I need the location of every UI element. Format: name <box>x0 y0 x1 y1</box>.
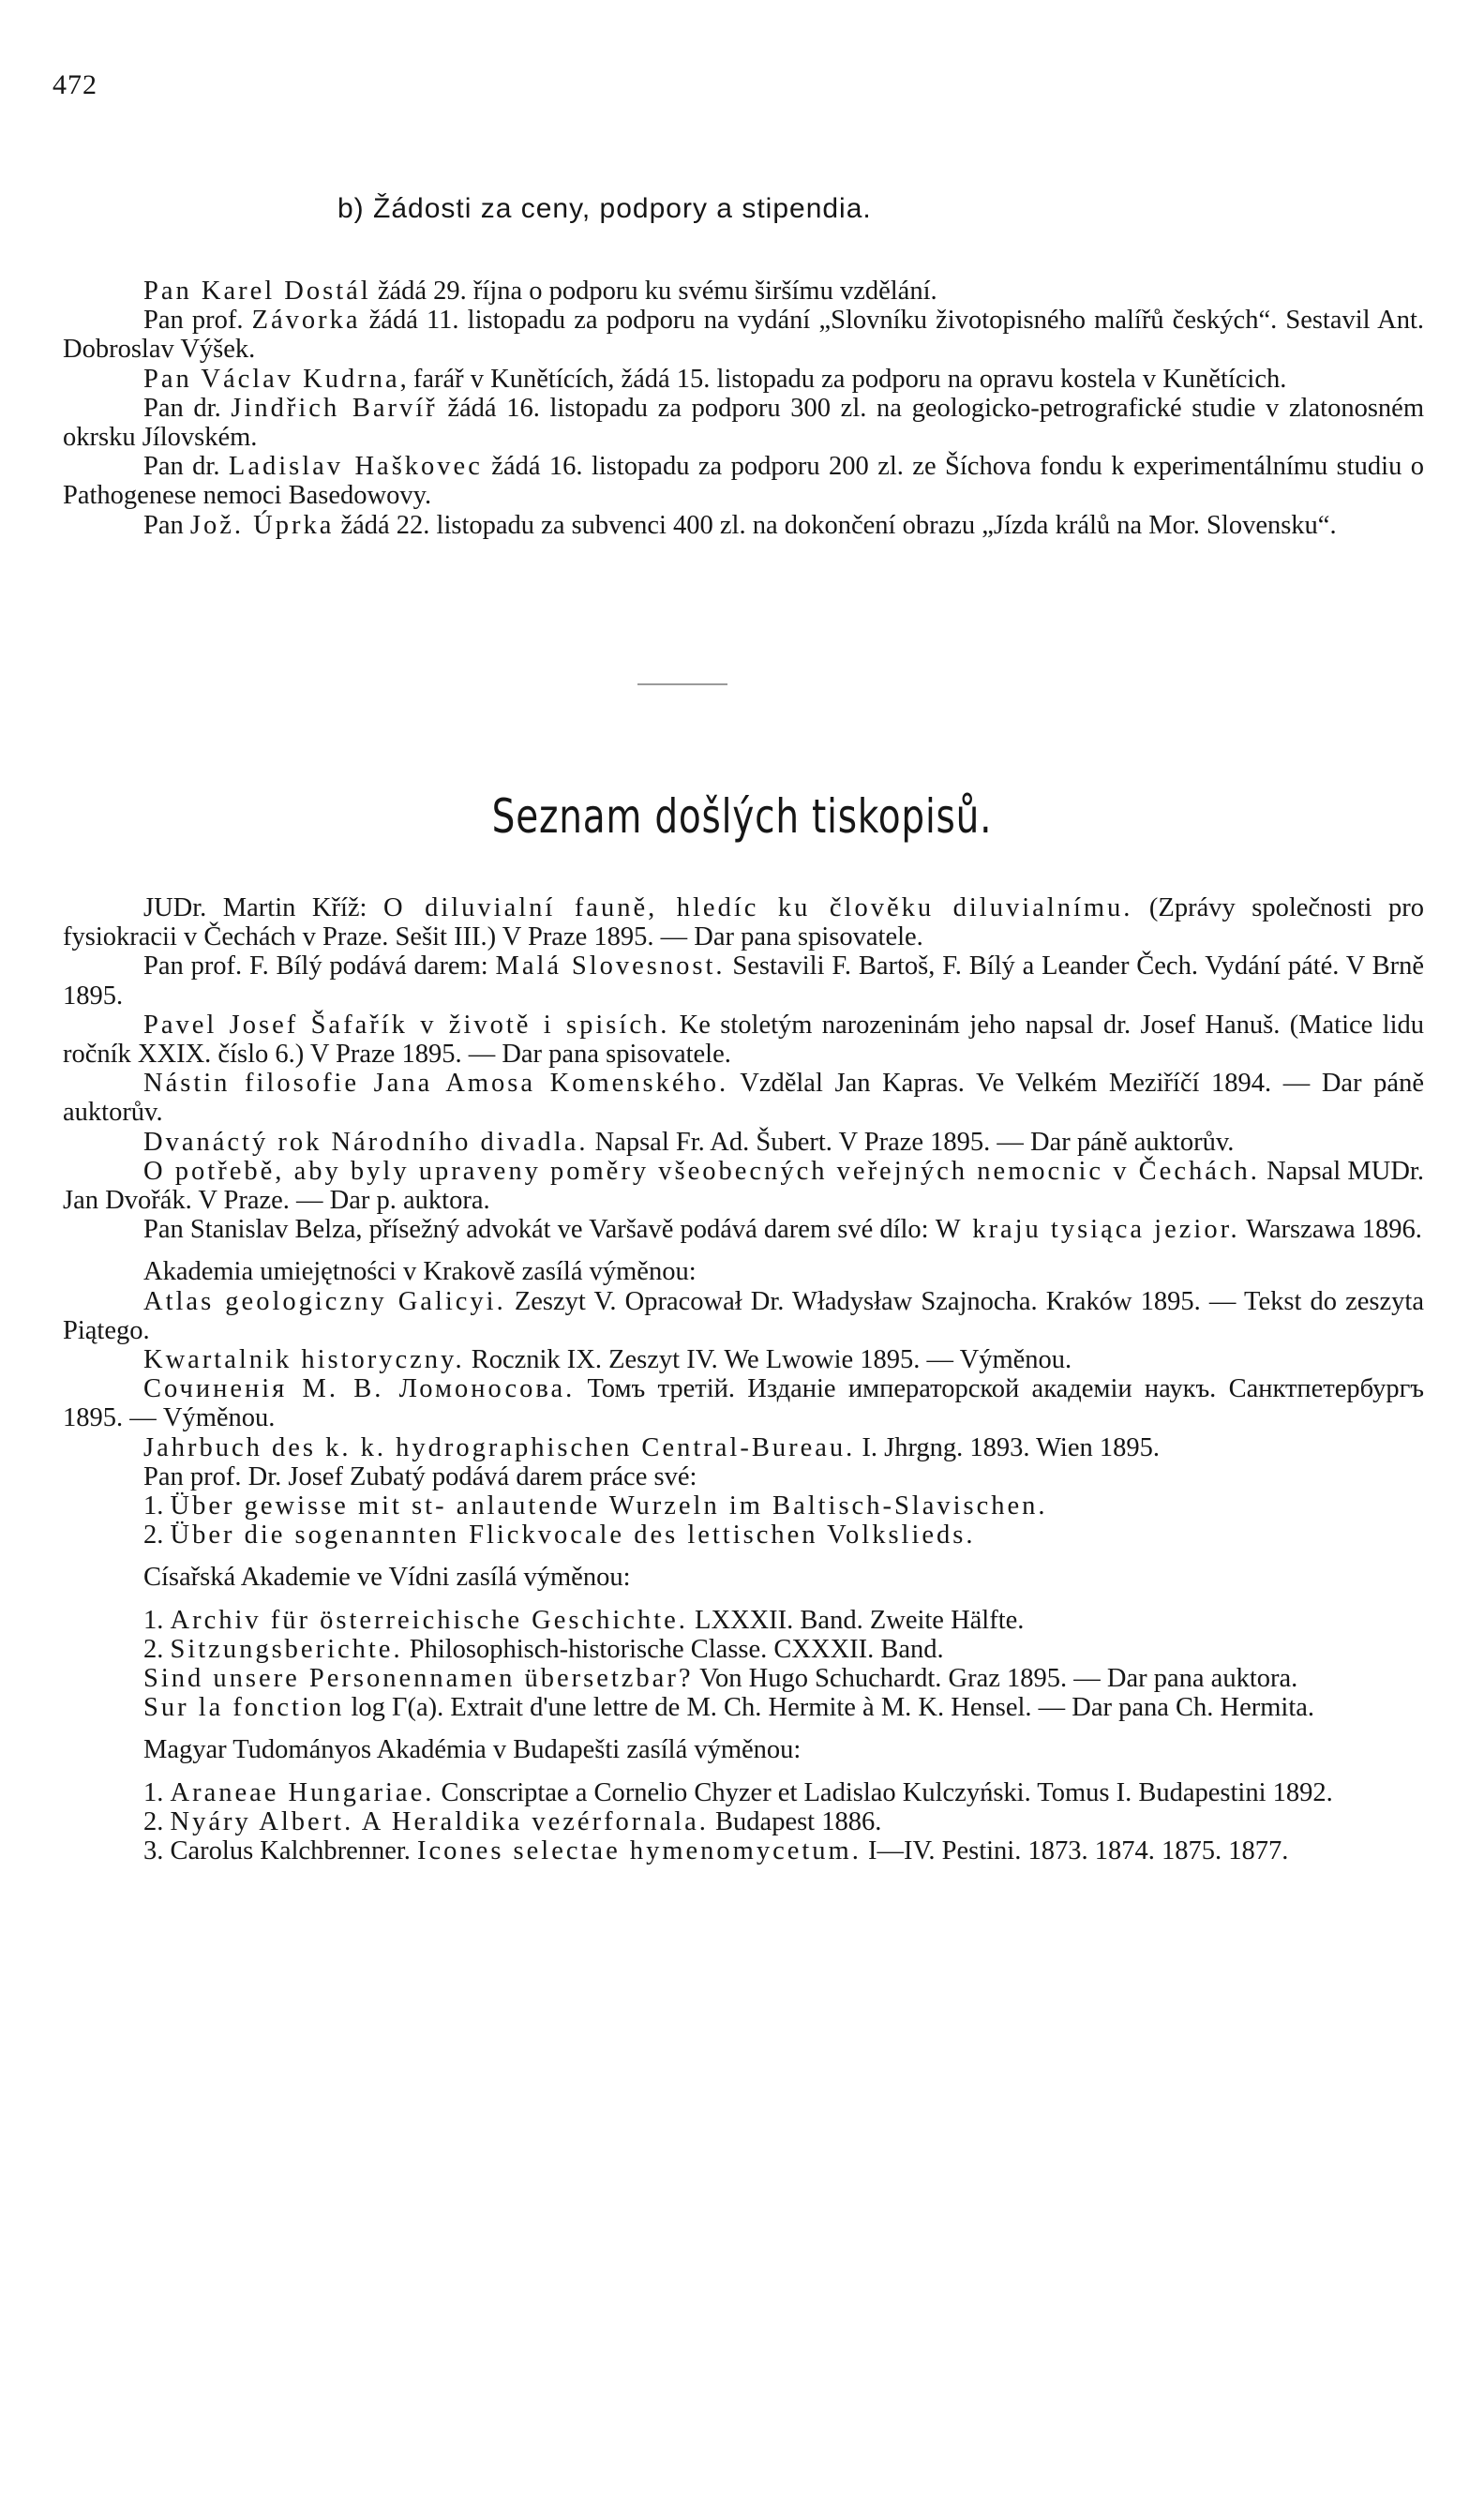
list-entry <box>63 1128 1424 1157</box>
request-item: Pan dr. Jindřich Barvíř žádá 16. listopadu za podporu 300 zl. na geologicko-petrografické studie v zlatonosném okrsku Jílovském. <box>63 393 1424 453</box>
entry-text: (Zprávy společnosti pro fysiokracii v Čechách v Praze. Sešit III.) V Praze 1895. — Dar pana spisovatele. <box>63 893 1424 952</box>
entry-title: Über die sogenannten Flickvocale des lettischen Volkslieds. <box>170 1521 976 1551</box>
entry-text: Ke stoletým narozeninám jeho napsal dr. Josef Hanuš. (Matice lidu ročník XXIX. číslo 6.) V Praze 1895. — Dar pana spisovatele. <box>63 1010 1424 1070</box>
list-entry <box>63 1836 1424 1865</box>
list-entry <box>63 1778 1424 1807</box>
list-entry <box>63 1462 1424 1491</box>
list-entry <box>63 1287 1424 1345</box>
request-item: Pan Jož. Úprka žádá 22. listopadu za subvenci 400 zl. na dokončení obrazu „Jízda králů na Mor. Slovensku“. <box>143 510 1337 540</box>
entry-title: O diluvialní fauně, hledíc ku člověku diluvialnímu. <box>382 893 1133 922</box>
list-entry <box>63 1693 1424 1722</box>
request-item: Pan Karel Dostál žádá 29. října o podporu ku svému širšímu vzdělání. <box>143 277 937 306</box>
entry-text: 1. <box>143 1777 171 1807</box>
entry-text: Napsal MUDr. Jan Dvořák. V Praze. — Dar p. auktora. <box>63 1156 1424 1216</box>
request-item: Pan dr. Ladislav Haškovec žádá 16. listopadu za podporu 200 zl. ze Šíchova fondu k experimentálnímu studiu o Pathogenese nemoci Basedowovy. <box>63 452 1425 511</box>
requests-list <box>63 277 1424 540</box>
request-item: Pan prof. Závorka žádá 11. listopadu za podporu na vydání „Slovníku životopisného malířů českých“. Sestavil Ant. Dobroslav Výšek. <box>63 306 1425 365</box>
entry-title: O potřebě, aby byly upraveny poměry všeobecných veřejných nemocnic v Čechách. <box>143 1156 1260 1186</box>
entry-title: W kraju tysiąca jezior. <box>935 1215 1240 1245</box>
list-entry <box>63 1011 1424 1069</box>
list-entry <box>63 1374 1424 1432</box>
entry-text: log Γ(a). Extrait d'une lettre de M. Ch. Hermite à M. K. Hensel. — Dar pana Ch. Hermita. <box>344 1693 1315 1723</box>
entry-title: Malá Slovesnost. <box>495 951 726 981</box>
entry-title: Dvanáctý rok Národního divadla. <box>143 1127 589 1157</box>
list-entry <box>63 1345 1424 1374</box>
entry-text: 2. <box>143 1634 171 1664</box>
list-entry <box>63 1664 1424 1693</box>
entry-title: Pavel Josef Šafařík v životě i spisích. <box>143 1010 670 1040</box>
section-heading: b) Žádosti za ceny, podpory a stipendia. <box>337 193 872 224</box>
entry-title: Sind unsere Personennamen übersetzbar? <box>143 1664 694 1694</box>
entry-title: Jahrbuch des k. k. hydrographischen Central-Bureau. <box>143 1432 856 1462</box>
request-item: Pan Václav Kudrna, farář v Kunětících, žádá 15. listopadu za podporu na opravu kostela v Kunětícich. <box>143 364 1287 394</box>
entry-title: Icones selectae hymenomycetum. <box>417 1836 862 1866</box>
list-entry <box>63 1491 1424 1521</box>
page-number: 472 <box>52 69 97 100</box>
entry-text: Zeszyt V. Opracował Dr. Władysław Szajnocha. Kraków 1895. — Tekst do zeszyta Piątego. <box>63 1286 1424 1345</box>
list-entry <box>63 1215 1424 1244</box>
entry-title: Sitzungsberichte. <box>170 1634 403 1664</box>
entry-text: Pan Stanislav Belza, přísežný advokát ve Varšavě podává darem své dílo: <box>143 1215 936 1245</box>
list-entry <box>63 1521 1424 1550</box>
list-entry <box>63 1635 1424 1664</box>
entry-title: Сочиненія М. В. Ломоносова. <box>143 1374 576 1404</box>
list-entry <box>63 951 1424 1010</box>
entry-text: LXXXII. Band. Zweite Hälfte. <box>687 1605 1025 1635</box>
entry-text: 2. <box>143 1521 171 1551</box>
list-entry <box>63 1069 1424 1127</box>
entry-text: Pan prof. F. Bílý podává darem: <box>143 951 496 981</box>
list-entry <box>63 1563 1424 1592</box>
entry-title: Nyáry Albert. A Heraldika vezérfornala. <box>170 1806 709 1836</box>
list-entry <box>63 1433 1424 1462</box>
entry-text: Conscriptae a Cornelio Chyzer et Ladislao Kulczyński. Tomus I. Budapestini 1892. <box>434 1777 1333 1807</box>
entry-text: 1. <box>143 1491 171 1521</box>
entry-text: Akademia umiejętności v Krakově zasílá výměnou: <box>143 1257 697 1287</box>
entry-text: 1. <box>143 1605 171 1635</box>
entry-text: Philosophisch-historische Classe. CXXXII. Band. <box>402 1634 944 1664</box>
received-prints-list <box>63 893 1424 1865</box>
entry-text: Warszawa 1896. <box>1239 1215 1422 1245</box>
entry-title: Archiv für österreichische Geschichte. <box>170 1605 688 1635</box>
section-divider <box>637 683 727 685</box>
entry-text: Magyar Tudományos Akadémia v Budapešti zasílá výměnou: <box>143 1735 802 1765</box>
list-title: Seznam došlých tiskopisů. <box>491 789 993 844</box>
entry-text: Rocznik IX. Zeszyt IV. We Lwowie 1895. — Výměnou. <box>464 1345 1072 1375</box>
entry-text: Pan prof. Dr. Josef Zubatý podává darem práce své: <box>143 1461 697 1491</box>
list-entry <box>63 893 1424 951</box>
entry-title: Atlas geologiczny Galicyi. <box>143 1286 506 1316</box>
entry-text: I. Jhrgng. 1893. Wien 1895. <box>855 1432 1160 1462</box>
entry-text: Císařská Akademie ve Vídni zasílá výměnou: <box>143 1563 631 1593</box>
list-entry <box>63 1807 1424 1836</box>
list-entry <box>63 1157 1424 1215</box>
entry-text: Von Hugo Schuchardt. Graz 1895. — Dar pana auktora. <box>693 1664 1298 1694</box>
entry-text: 2. <box>143 1806 171 1836</box>
entry-title: Nástin filosofie Jana Amosa Komenského. <box>143 1069 729 1099</box>
entry-text: Budapest 1886. <box>708 1806 882 1836</box>
entry-text: Томъ третій. Изданіе императорской академіи наукъ. Санктпетербургъ 1895. — Výměnou. <box>63 1374 1425 1433</box>
list-entry <box>63 1257 1424 1286</box>
entry-text: 3. Carolus Kalchbrenner. <box>143 1836 418 1866</box>
entry-text: I—IV. Pestini. 1873. 1874. 1875. 1877. <box>861 1836 1289 1866</box>
entry-title: Sur la fonction <box>143 1693 345 1723</box>
entry-text: Napsal Fr. Ad. Šubert. V Praze 1895. — Dar páně auktorův. <box>588 1127 1235 1157</box>
entry-text: JUDr. Martin Kříž: <box>143 893 383 922</box>
entry-text: Vzdělal Jan Kapras. Ve Velkém Meziříčí 1894. — Dar páně auktorův. <box>63 1069 1424 1128</box>
list-entry <box>63 1735 1424 1764</box>
entry-title: Über gewisse mit st- anlautende Wurzeln im Baltisch-Slavischen. <box>170 1491 1048 1521</box>
entry-title: Kwartalnik historyczny. <box>143 1345 465 1375</box>
entry-text: Sestavili F. Bartoš, F. Bílý a Leander Čech. Vydání páté. V Brně 1895. <box>63 951 1425 1011</box>
list-entry <box>63 1606 1424 1635</box>
entry-title: Araneae Hungariae. <box>170 1777 435 1807</box>
